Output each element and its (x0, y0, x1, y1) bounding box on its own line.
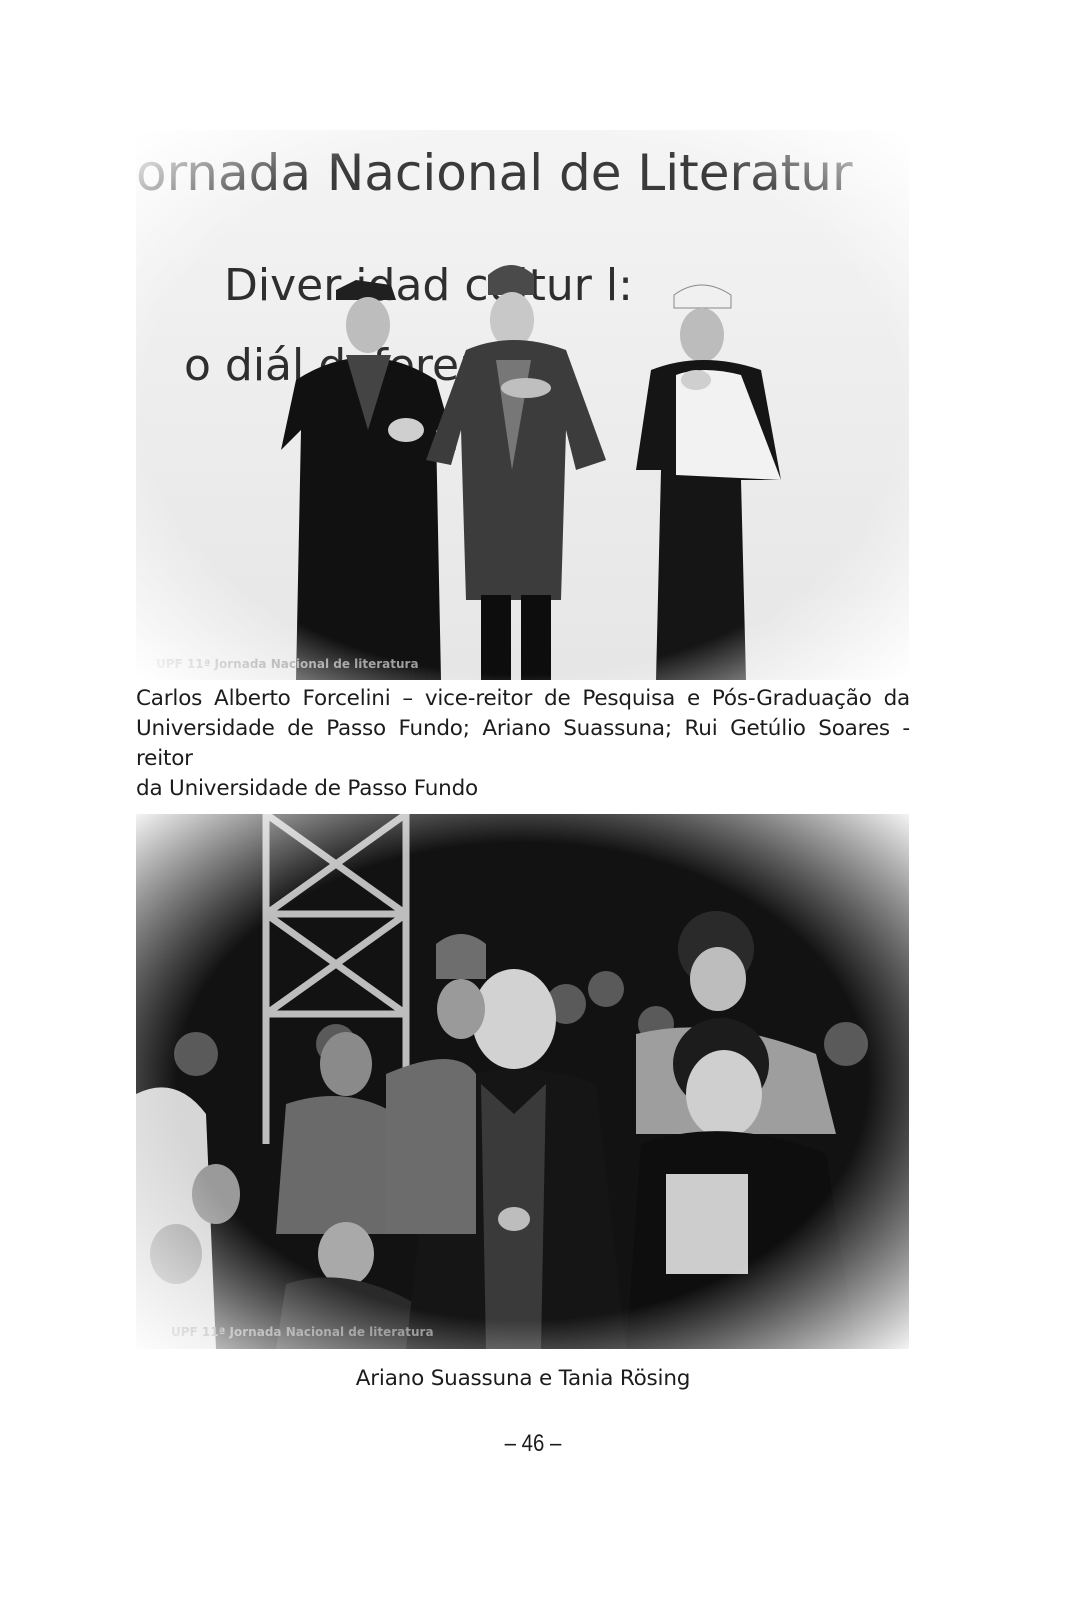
caption-photo-1 (136, 684, 910, 804)
caption-1-line-3: da Universidade de Passo Fundo (136, 776, 479, 801)
caption-photo-2: Ariano Suassuna e Tania Rösing (355, 1366, 691, 1391)
page-number: – 46 – (504, 1430, 562, 1457)
photo-stage-three-men (136, 130, 909, 680)
caption-1-line-2: Universidade de Passo Fundo; Ariano Suassuna; Rui Getúlio Soares - reitor (136, 716, 910, 771)
photo-crowd-scene (136, 814, 909, 1349)
caption-1-line-1: Carlos Alberto Forcelini – vice-reitor de Pesquisa e Pós-Graduação da (136, 686, 910, 711)
